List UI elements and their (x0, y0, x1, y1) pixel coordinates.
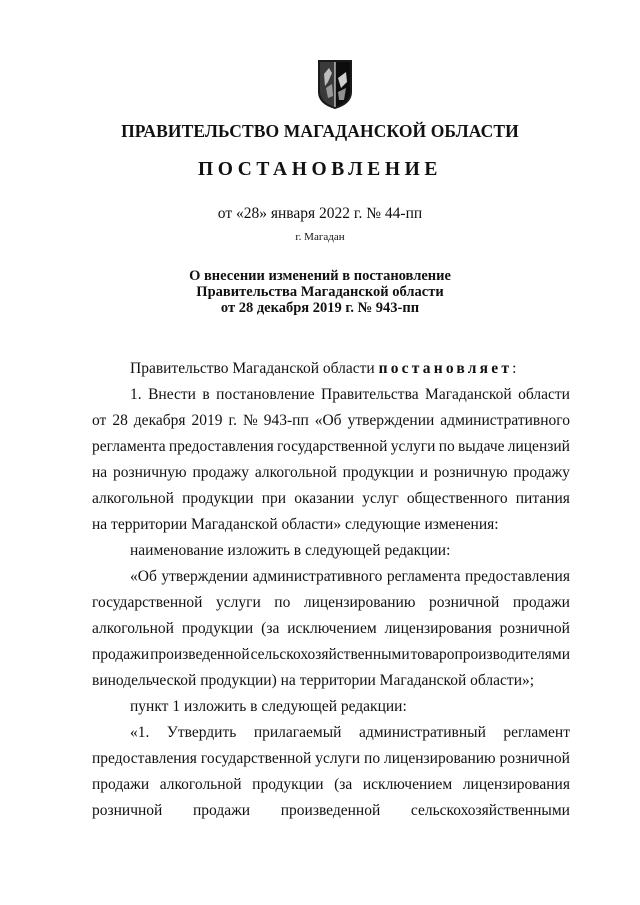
paragraph-line: пункт 1 изложить в следующей редакции: (130, 698, 407, 715)
word: государственной (200, 750, 312, 767)
word: произведенной (280, 802, 381, 819)
preamble-text: Правительство Магаданской области (130, 360, 375, 377)
word: 943-пп (263, 412, 309, 429)
paragraph-line (130, 724, 570, 742)
paragraph-line (92, 490, 570, 508)
word: розничную (433, 464, 508, 481)
word: г. (228, 412, 237, 429)
document-type-heading: ПОСТАНОВЛЕНИЕ (197, 159, 443, 180)
word: Внести (148, 386, 196, 403)
word: произведенной (150, 646, 250, 663)
word: розничной (92, 802, 163, 819)
word: исключением (287, 620, 377, 637)
word: при (261, 490, 287, 507)
word: розничной (428, 594, 500, 611)
word: розничной (499, 750, 570, 767)
paragraph-line: на территории Магаданской области» следующие изменения: (92, 516, 499, 533)
word: алкогольной (159, 776, 242, 793)
word: алкогольной (92, 620, 174, 637)
word: по (364, 750, 381, 767)
paragraph-line (92, 594, 570, 612)
paragraph-line (92, 776, 570, 794)
word: продукции (182, 490, 254, 507)
word: продажу (192, 464, 250, 481)
paragraph-line (92, 620, 570, 638)
paragraph-line (130, 386, 570, 404)
word: от (92, 412, 107, 429)
organization-name: ПРАВИТЕЛЬСТВО МАГАДАНСКОЙ ОБЛАСТИ (121, 121, 519, 141)
word: государственной (92, 594, 203, 611)
word: предоставления (168, 438, 274, 455)
city-name: г. Магадан (295, 231, 345, 243)
word: предоставления (92, 750, 197, 767)
paragraph-line (92, 802, 570, 820)
word: услуги (215, 594, 261, 611)
word: Утвердить (166, 724, 237, 741)
paragraph-preamble (130, 360, 516, 378)
word: регламента (386, 568, 461, 585)
word: регламента (92, 438, 166, 455)
word: лицензированию (303, 594, 416, 611)
word: декабря (133, 412, 186, 429)
paragraph-line (92, 750, 570, 768)
word: и (419, 464, 429, 481)
word: товаропроизводителями (410, 646, 570, 663)
word: по (274, 594, 291, 611)
word: лицензированию (384, 750, 496, 767)
word: продажи (192, 802, 251, 819)
word: сельскохозяйственными (410, 802, 570, 819)
word: 28 (112, 412, 128, 429)
document-title (0, 268, 640, 316)
word: 2019 (191, 412, 223, 429)
word: на (92, 464, 108, 481)
word: предоставления (465, 568, 570, 585)
word: административного (252, 568, 383, 585)
word: продажу (513, 464, 570, 481)
paragraph-line (92, 464, 570, 482)
word: Правительства (321, 386, 419, 403)
word: регламент (503, 724, 570, 741)
word: продажи (92, 646, 150, 663)
paragraph-line (92, 412, 570, 430)
preamble-keyword: постановляет (378, 360, 513, 377)
word: по (438, 438, 455, 455)
word: оказании (294, 490, 355, 507)
word: продукции (181, 620, 254, 637)
word: утверждении (161, 568, 249, 585)
word: лицензирования (462, 776, 570, 793)
word: продажи (92, 776, 150, 793)
paragraph-line (92, 438, 570, 456)
word: «Об (130, 568, 157, 585)
word: питания (515, 490, 570, 507)
word: 1. (130, 386, 142, 403)
date-and-number: от «28» января 2022 г. № 44-пп (217, 205, 423, 222)
word: (за (334, 776, 353, 793)
word: утверждении (347, 412, 435, 429)
word: лицензий (507, 438, 570, 455)
word: розничную (113, 464, 187, 481)
paragraph-line (92, 646, 570, 664)
word: розничной (499, 620, 570, 637)
word: продажи (512, 594, 570, 611)
word: № (242, 412, 258, 429)
title-line: О внесении изменений в постановление (189, 268, 451, 284)
word: продукции (252, 776, 324, 793)
word: (за (261, 620, 280, 637)
paragraph-line (130, 568, 570, 586)
preamble-colon: : (512, 360, 517, 377)
title-line: Правительства Магаданской области (196, 284, 444, 300)
word: «Об (314, 412, 342, 429)
word: области (518, 386, 570, 403)
word: административный (358, 724, 486, 741)
word: продукции (342, 464, 414, 481)
word: сельскохозяйственными (250, 646, 410, 663)
word: «1. (130, 724, 150, 741)
word: алкогольной (254, 464, 337, 481)
word: услуг (362, 490, 399, 507)
word: в (202, 386, 210, 403)
paragraph-line: винодельческой продукции) на территории Магаданской области»; (92, 672, 535, 689)
word: алкогольной (92, 490, 174, 507)
word: общественного (406, 490, 508, 507)
word: государственной (277, 438, 388, 455)
word: услуги (390, 438, 436, 455)
coat-of-arms-emblem (316, 58, 354, 110)
word: услуги (315, 750, 361, 767)
word: постановление (216, 386, 315, 403)
word: прилагаемый (253, 724, 342, 741)
paragraph-line: наименование изложить в следующей редакции: (130, 542, 451, 559)
title-line: от 28 декабря 2019 г. № 943-пп (220, 300, 420, 316)
word: Магаданской (425, 386, 512, 403)
word: лицензирования (384, 620, 492, 637)
word: выдаче (457, 438, 505, 455)
word: исключением (362, 776, 453, 793)
word: административного (440, 412, 570, 429)
